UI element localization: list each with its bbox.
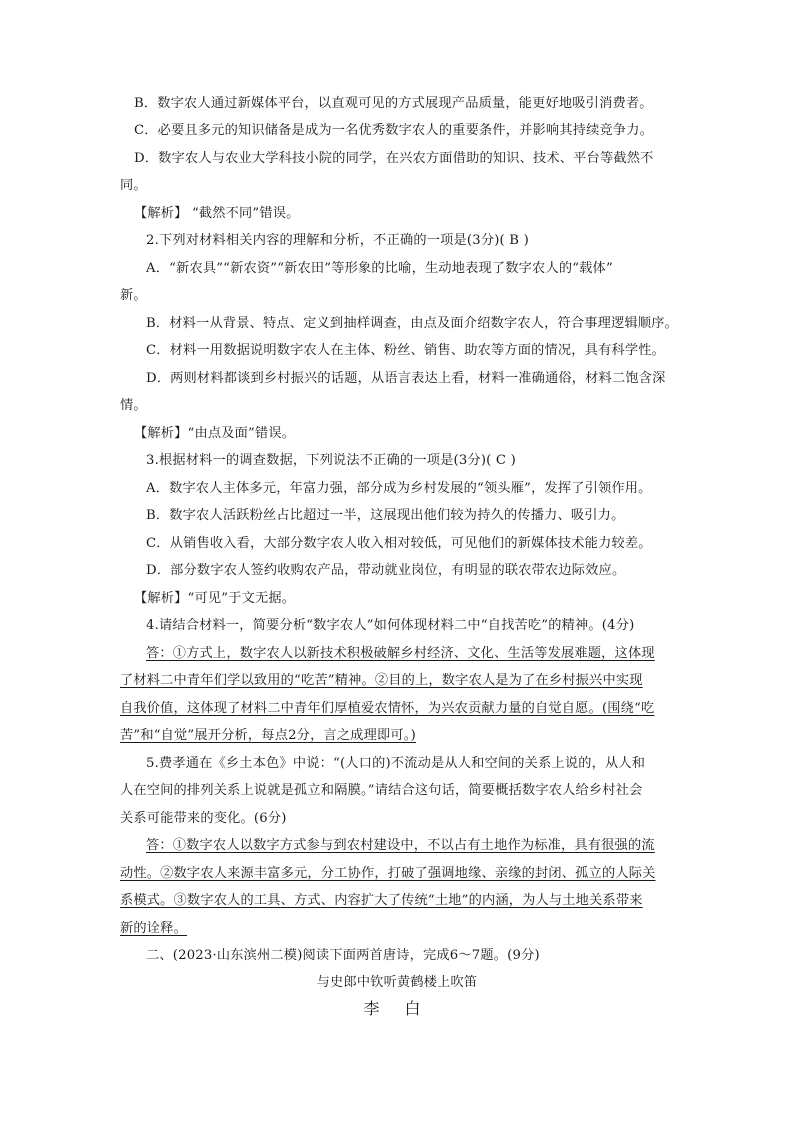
poem-title: 与史郎中钦听黄鹤楼上吹笛 bbox=[316, 975, 478, 990]
q3-option-d: D．部分数字农人签约收购农产品，带动就业岗位，有明显的联农带农边际效应。 bbox=[146, 563, 626, 578]
analysis-1: 【解析】 “截然不同”错误。 bbox=[134, 206, 300, 221]
answer-4-line-1: 答：①方式上，数字农人以新技术积极破解乡村经济、文化、生活等发展难题，这体现 bbox=[146, 646, 655, 661]
poem-author: 李 白 bbox=[363, 999, 431, 1018]
answer-5-line-4: 新的诠释。 bbox=[120, 921, 187, 936]
section-2-heading: 二、(2023·山东滨州二模)阅读下面两首唐诗，完成6～7题。(9分) bbox=[146, 948, 540, 963]
q3-option-a: A．数字农人主体多元，年富力强，部分成为乡村发展的“领头雁”，发挥了引领作用。 bbox=[146, 481, 652, 496]
question-5-line-3: 关系可能带来的变化。(6分) bbox=[120, 811, 287, 826]
option-d-line: D．数字农人与农业大学科技小院的同学，在兴农方面借助的知识、技术、平台等截然不 bbox=[134, 151, 654, 166]
q3-option-b: B．数字农人活跃粉丝占比超过一半，这展现出他们较为持久的传播力、吸引力。 bbox=[146, 508, 625, 523]
q3-option-c: C．从销售收入看，大部分数字农人收入相对较低，可见他们的新媒体技术能力较差。 bbox=[146, 536, 652, 551]
answer-5-line-2: 动性。②数字农人来源丰富多元，分工协作，打破了强调地缘、亲缘的封闭、孤立的人际关 bbox=[120, 866, 656, 881]
option-c-line: C．必要且多元的知识储备是成为一名优秀数字农人的重要条件，并影响其持续竞争力。 bbox=[134, 123, 654, 138]
option-b-line: B．数字农人通过新媒体平台，以直观可见的方式展现产品质量，能更好地吸引消费者。 bbox=[134, 96, 653, 111]
answer-4-line-2: 了材料二中青年们学以致用的“吃苦”精神。②目的上，数字农人是为了在乡村振兴中实现 bbox=[120, 673, 643, 688]
question-5-line-2: 人在空间的排列关系上说就是孤立和隔膜。”请结合这句话，简要概括数字农人给乡村社会 bbox=[120, 783, 643, 798]
q2-option-a: A．“新农具”“新农资”“新农田”等形象的比喻，生动地表现了数字农人的“载体” bbox=[146, 261, 613, 276]
q2-option-b: B．材料一从背景、特点、定义到抽样调查，由点及面介绍数字农人，符合事理逻辑顺序。 bbox=[146, 316, 678, 331]
answer-5-line-3: 系模式。③数字农人的工具、方式、内容扩大了传统“土地”的内涵，为人与土地关系带来 bbox=[120, 893, 643, 908]
analysis-2: 【解析】“由点及面”错误。 bbox=[134, 426, 296, 441]
option-d-continuation: 同。 bbox=[120, 178, 147, 193]
analysis-3: 【解析】“可见”于文无据。 bbox=[134, 591, 296, 606]
question-5-stem: 5.费孝通在《乡土本色》中说：“(人口的)不流动是从人和空间的关系上说的，从人和 bbox=[146, 756, 646, 771]
q2-option-d-continuation: 情。 bbox=[120, 398, 147, 413]
answer-5-line-1: 答：①数字农人以数字方式参与到农村建设中，不以占有土地作为标准，具有很强的流 bbox=[146, 838, 655, 853]
answer-4-line-4: 苦”和“自觉”展开分析，每点2分，言之成理即可。) bbox=[120, 728, 416, 743]
q2-option-d: D．两则材料都谈到乡村振兴的话题，从语言表达上看，材料一准确通俗，材料二饱含深 bbox=[146, 371, 666, 386]
question-4-stem: 4.请结合材料一，简要分析“数字农人”如何体现材料二中“自找苦吃”的精神。(4分) bbox=[146, 618, 635, 633]
answer-4-line-3: 自我价值，这体现了材料二中青年们厚植爱农情怀，为兴农贡献力量的自觉自愿。(围绕“吃 bbox=[120, 701, 655, 716]
question-3-stem: 3.根据材料一的调查数据，下列说法不正确的一项是(3分)( C ) bbox=[146, 453, 516, 468]
question-2-stem: 2.下列对材料相关内容的理解和分析，不正确的一项是(3分)( B ) bbox=[146, 233, 529, 248]
q2-option-a-continuation: 新。 bbox=[120, 288, 147, 303]
q2-option-c: C．材料一用数据说明数字农人在主体、粉丝、销售、助农等方面的情况，具有科学性。 bbox=[146, 343, 666, 358]
